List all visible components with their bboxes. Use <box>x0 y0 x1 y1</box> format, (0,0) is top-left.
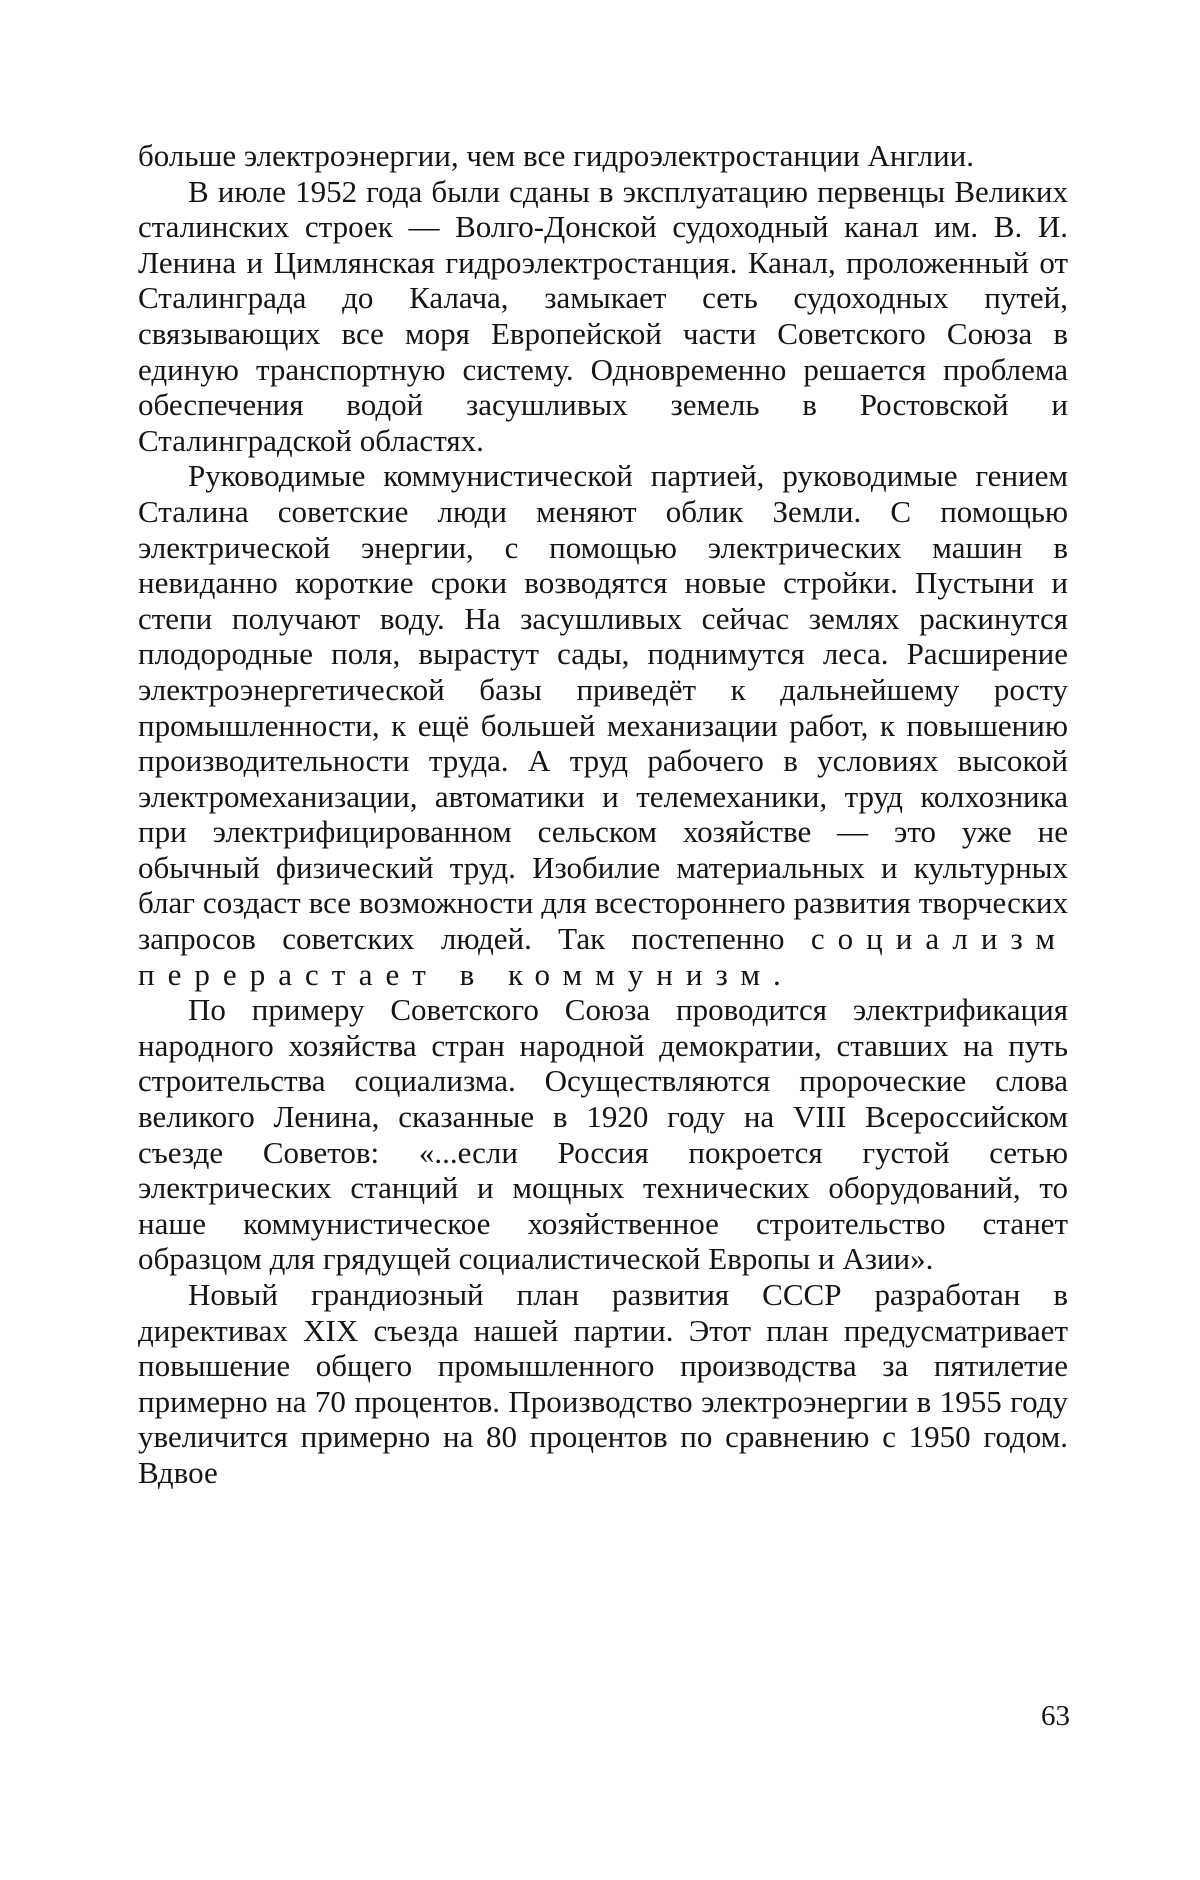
body-text <box>138 138 1068 1491</box>
spaced-emphasis: социализм перерастает в коммунизм. <box>138 921 1068 992</box>
paragraph-4: По примеру Советского Союза проводится электрификация народного хозяйства стран народной демократии, ставших на путь строительства социализма. Осуществляются пророческие слова великого Ленина, сказанные в 1920 году на VIII Всероссийском съезде Советов: «...если Россия покроется густой сетью электрических станций и мощных технических оборудований, то наше коммунистическое хозяйственное строительство станет образцом для грядущей социалистической Европы и Азии». <box>138 992 1068 1277</box>
paragraph-3 <box>138 458 1068 992</box>
paragraph-3-text: Руководимые коммунистической партией, руководимые гением Сталина советские люди меняют облик Земли. С помощью электрической энергии, с помощью электрических машин в невиданно короткие сроки возводятся новые стройки. Пустыни и степи получают воду. На засушливых сейчас землях раскинутся плодородные поля, вырастут сады, поднимутся леса. Расширение электроэнергетической базы приведёт к дальнейшему росту промышленности, к ещё большей механизации работ, к повышению производительности труда. А труд рабочего в условиях высокой электромеханизации, автоматики и телемеханики, труд колхозника при электрифицированном сельском хозяйстве — это уже не обычный физический труд. Изобилие материальных и культурных благ создаст все возможности для всестороннего развития творческих запросов советских людей. Так постепенно <box>138 458 1068 957</box>
page-number: 63 <box>1041 1700 1070 1732</box>
paragraph-5: Новый грандиозный план развития СССР разработан в директивах XIX съезда нашей партии. Этот план предусматривает повышение общего промышленного производства за пятилетие примерно на 70 процентов. Производство электроэнергии в 1955 году увеличится примерно на 80 процентов по сравнению с 1950 годом. Вдвое <box>138 1277 1068 1490</box>
paragraph-1: больше электроэнергии, чем все гидроэлектростанции Англии. <box>138 138 975 173</box>
paragraph-2: В июле 1952 года были сданы в эксплуатацию первенцы Великих сталинских строек — Волго-Донской судоходный канал им. В. И. Ленина и Цимлянская гидроэлектростанция. Канал, проложенный от Сталинграда до Калача, замыкает сеть судоходных путей, связывающих все моря Европейской части Советского Союза в единую транспортную систему. Одновременно решается проблема обеспечения водой засушливых земель в Ростовской и Сталинградской областях. <box>138 173 1068 458</box>
